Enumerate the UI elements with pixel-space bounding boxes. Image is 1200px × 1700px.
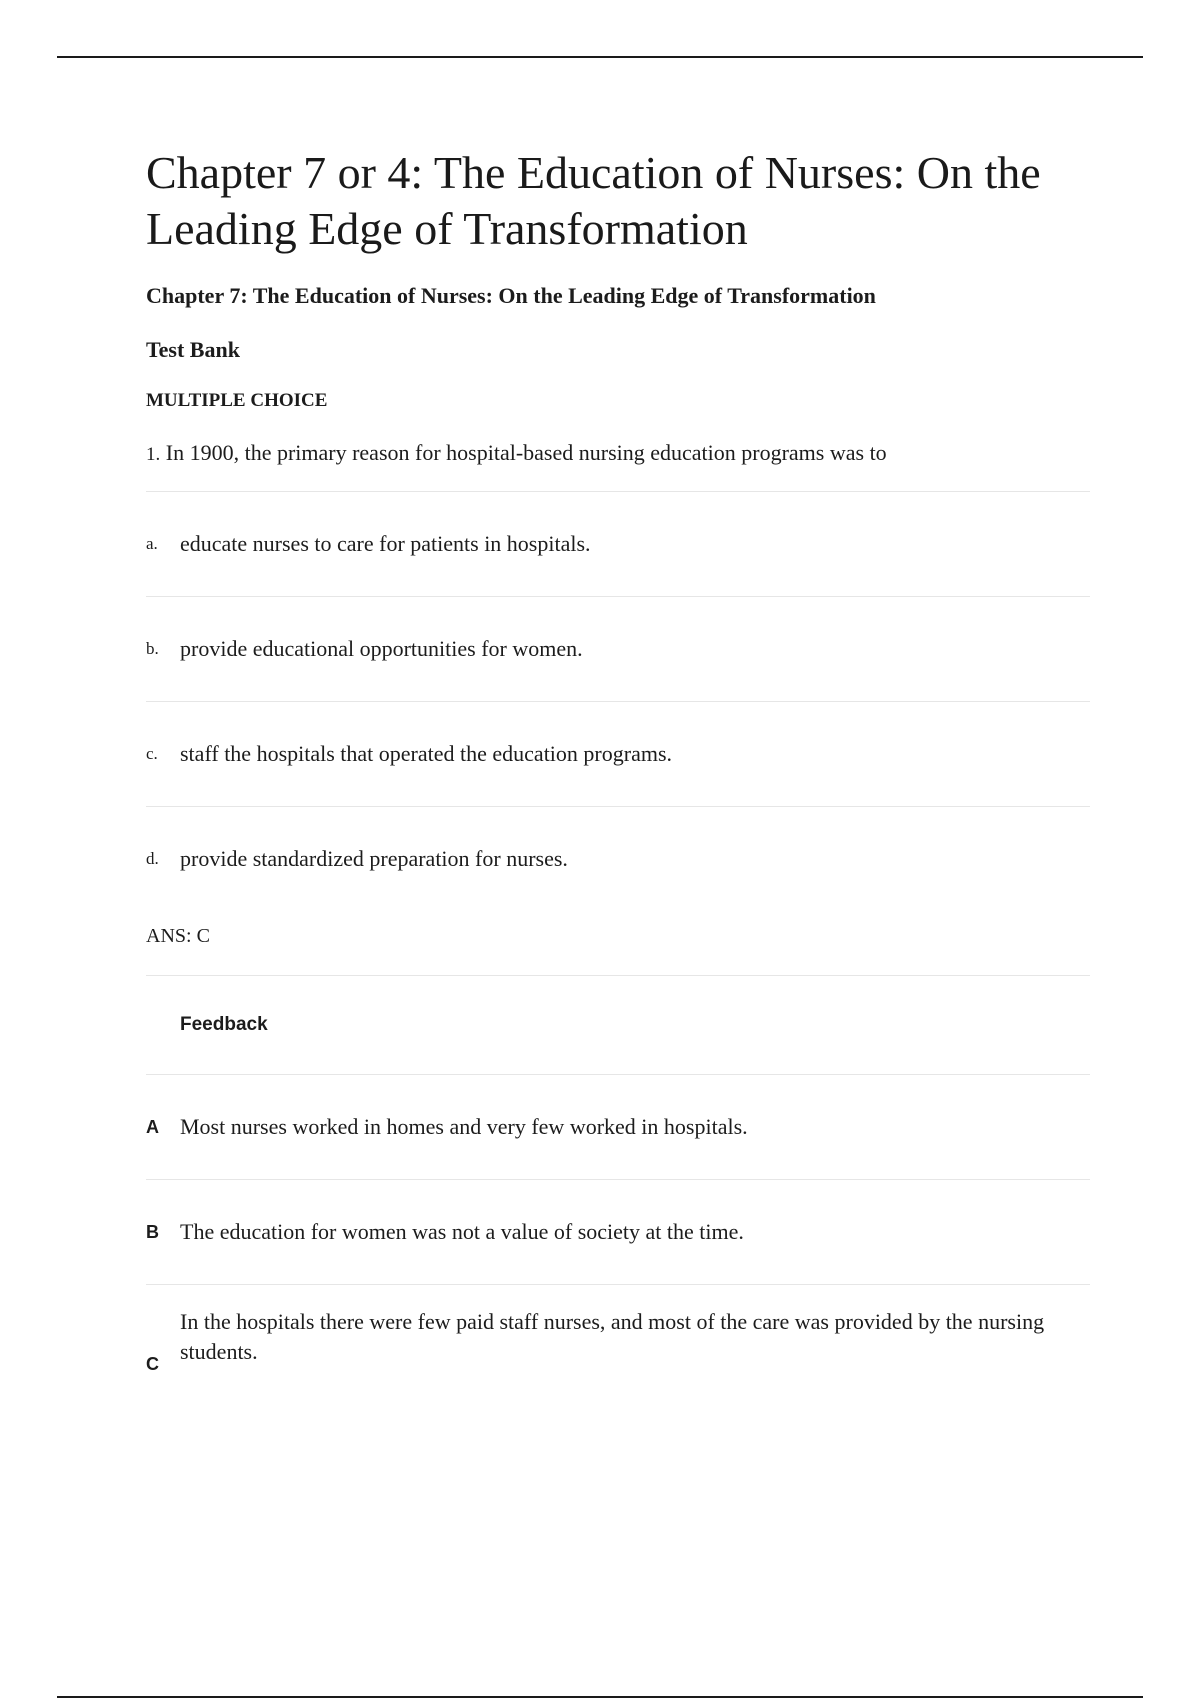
choice-letter: c.: [146, 744, 158, 763]
choice-text: provide educational opportunities for women.: [180, 636, 583, 661]
document-title: Chapter 7 or 4: The Education of Nurses: On the Leading Edge of Transformation: [146, 147, 1041, 254]
choice-c: [146, 702, 1090, 807]
choice-text: educate nurses to care for patients in hospitals.: [180, 531, 591, 556]
feedback-row-b: [146, 1180, 1090, 1285]
chapter-subtitle: Chapter 7: The Education of Nurses: On the Leading Edge of Transformation: [146, 283, 876, 308]
top-rule: [57, 56, 1143, 58]
bottom-rule: [57, 1696, 1143, 1698]
feedback-letter: A: [146, 1117, 159, 1137]
choice-a: [146, 492, 1090, 597]
choice-text: staff the hospitals that operated the education programs.: [180, 741, 673, 766]
feedback-text: In the hospitals there were few paid staff nurses, and most of the care was provided by the nursing students.: [180, 1309, 1045, 1364]
choice-b: [146, 597, 1090, 702]
feedback-heading: Feedback: [146, 976, 1090, 1075]
question-stem: [146, 438, 1090, 492]
choice-letter: b.: [146, 639, 159, 658]
feedback-text: Most nurses worked in homes and very few worked in hospitals.: [180, 1114, 748, 1139]
feedback-row-c: [146, 1285, 1090, 1379]
test-bank-label: Test Bank: [146, 337, 240, 362]
choice-letter: a.: [146, 534, 158, 553]
feedback-letter: C: [146, 1354, 159, 1374]
document-body: [146, 145, 1090, 1379]
feedback-row-a: [146, 1075, 1090, 1180]
question-text: In 1900, the primary reason for hospital-based nursing education programs was to: [165, 440, 887, 465]
choice-d: [146, 807, 1090, 911]
question-number: 1.: [146, 444, 161, 465]
feedback-letter: B: [146, 1222, 159, 1242]
choice-text: provide standardized preparation for nurses.: [180, 846, 568, 871]
answer-key: ANS: C: [146, 921, 1090, 976]
feedback-text: The education for women was not a value of society at the time.: [180, 1219, 744, 1244]
choice-letter: d.: [146, 849, 159, 868]
section-label: MULTIPLE CHOICE: [146, 390, 328, 411]
